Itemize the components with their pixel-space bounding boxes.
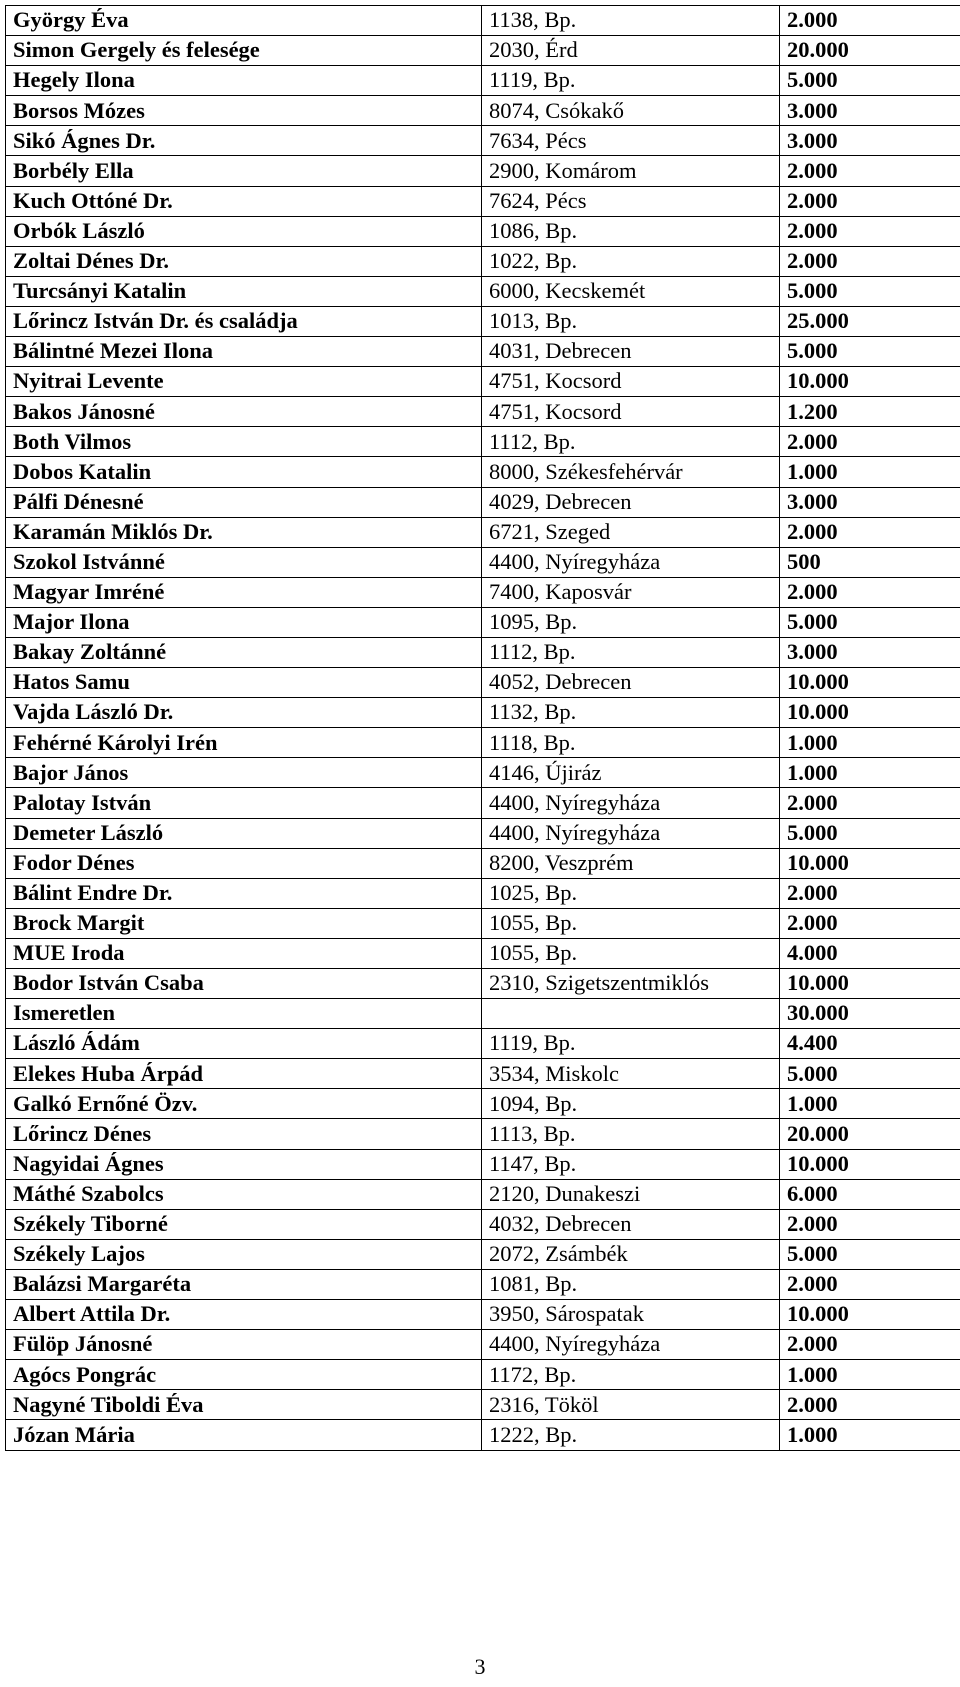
donor-name-cell: László Ádám — [6, 1029, 482, 1059]
donor-address-cell: 7400, Kaposvár — [482, 577, 780, 607]
donation-amount-cell: 2.000 — [780, 517, 960, 547]
donor-address-cell: 1147, Bp. — [482, 1149, 780, 1179]
page-number: 3 — [474, 1654, 486, 1679]
table-row — [6, 1119, 960, 1149]
donor-name-cell: György Éva — [6, 6, 482, 36]
donation-amount-cell: 5.000 — [780, 607, 960, 637]
donor-address-cell: 2120, Dunakeszi — [482, 1179, 780, 1209]
table-row — [6, 457, 960, 487]
donation-amount-cell: 10.000 — [780, 969, 960, 999]
donor-name-cell: Lőrincz Dénes — [6, 1119, 482, 1149]
table-row — [6, 607, 960, 637]
donation-amount-cell: 2.000 — [780, 1330, 960, 1360]
donor-address-cell: 4400, Nyíregyháza — [482, 818, 780, 848]
table-row — [6, 1390, 960, 1420]
donor-name-cell: Ismeretlen — [6, 999, 482, 1029]
donor-name-cell: Palotay István — [6, 788, 482, 818]
table-row — [6, 1330, 960, 1360]
donation-amount-cell: 2.000 — [780, 1269, 960, 1299]
donor-address-cell: 1094, Bp. — [482, 1089, 780, 1119]
donation-amount-cell: 5.000 — [780, 337, 960, 367]
donor-name-cell: Hatos Samu — [6, 668, 482, 698]
donation-amount-cell: 500 — [780, 547, 960, 577]
donation-amount-cell: 3.000 — [780, 637, 960, 667]
table-row — [6, 1269, 960, 1299]
donor-address-cell: 4400, Nyíregyháza — [482, 547, 780, 577]
donation-amount-cell: 2.000 — [780, 246, 960, 276]
donor-address-cell: 2310, Szigetszentmiklós — [482, 969, 780, 999]
table-row — [6, 698, 960, 728]
donor-name-cell: Lőrincz István Dr. és családja — [6, 306, 482, 336]
table-row — [6, 577, 960, 607]
donation-amount-cell: 2.000 — [780, 1390, 960, 1420]
donation-amount-cell: 2.000 — [780, 6, 960, 36]
donor-name-cell: Pálfi Dénesné — [6, 487, 482, 517]
donor-address-cell: 1172, Bp. — [482, 1360, 780, 1390]
table-row — [6, 66, 960, 96]
donor-address-cell: 1119, Bp. — [482, 66, 780, 96]
donor-name-cell: Major Ilona — [6, 607, 482, 637]
table-row — [6, 216, 960, 246]
donor-name-cell: Máthé Szabolcs — [6, 1179, 482, 1209]
donor-name-cell: Brock Margit — [6, 908, 482, 938]
table-row — [6, 637, 960, 667]
table-row — [6, 878, 960, 908]
donor-address-cell: 2030, Érd — [482, 36, 780, 66]
donor-address-cell: 2900, Komárom — [482, 156, 780, 186]
donation-amount-cell: 1.000 — [780, 1360, 960, 1390]
table-row — [6, 1089, 960, 1119]
table-row — [6, 246, 960, 276]
donation-amount-cell: 10.000 — [780, 367, 960, 397]
donor-name-cell: Kuch Ottóné Dr. — [6, 186, 482, 216]
donor-address-cell: 1055, Bp. — [482, 938, 780, 968]
table-row — [6, 397, 960, 427]
donation-amount-cell: 25.000 — [780, 306, 960, 336]
donor-address-cell: 4032, Debrecen — [482, 1209, 780, 1239]
donation-amount-cell: 5.000 — [780, 1059, 960, 1089]
donor-name-cell: Nagyidai Ágnes — [6, 1149, 482, 1179]
donor-address-cell: 4052, Debrecen — [482, 668, 780, 698]
table-row — [6, 1300, 960, 1330]
donation-amount-cell: 30.000 — [780, 999, 960, 1029]
donation-amount-cell: 6.000 — [780, 1179, 960, 1209]
donor-name-cell: Fodor Dénes — [6, 848, 482, 878]
donation-amount-cell: 5.000 — [780, 276, 960, 306]
table-row — [6, 938, 960, 968]
donor-address-cell: 1095, Bp. — [482, 607, 780, 637]
table-row — [6, 156, 960, 186]
donor-name-cell: Demeter László — [6, 818, 482, 848]
table-row — [6, 276, 960, 306]
donation-amount-cell: 4.000 — [780, 938, 960, 968]
donor-address-cell — [482, 999, 780, 1029]
table-row — [6, 126, 960, 156]
donor-address-cell: 1013, Bp. — [482, 306, 780, 336]
donation-amount-cell: 1.200 — [780, 397, 960, 427]
table-row — [6, 818, 960, 848]
donor-name-cell: MUE Iroda — [6, 938, 482, 968]
donation-amount-cell: 2.000 — [780, 216, 960, 246]
table-row — [6, 908, 960, 938]
donation-amount-cell: 1.000 — [780, 728, 960, 758]
donor-name-cell: Józan Mária — [6, 1420, 482, 1450]
donation-amount-cell: 20.000 — [780, 36, 960, 66]
donor-name-cell: Dobos Katalin — [6, 457, 482, 487]
donor-name-cell: Sikó Ágnes Dr. — [6, 126, 482, 156]
donor-name-cell: Fülöp Jánosné — [6, 1330, 482, 1360]
donation-amount-cell: 2.000 — [780, 577, 960, 607]
donor-name-cell: Bálintné Mezei Ilona — [6, 337, 482, 367]
donor-name-cell: Agócs Pongrác — [6, 1360, 482, 1390]
donation-amount-cell: 3.000 — [780, 487, 960, 517]
table-row — [6, 367, 960, 397]
donor-name-cell: Szokol Istvánné — [6, 547, 482, 577]
donor-address-cell: 4400, Nyíregyháza — [482, 1330, 780, 1360]
donation-amount-cell: 1.000 — [780, 1089, 960, 1119]
donor-address-cell: 3950, Sárospatak — [482, 1300, 780, 1330]
donor-name-cell: Albert Attila Dr. — [6, 1300, 482, 1330]
donor-name-cell: Vajda László Dr. — [6, 698, 482, 728]
donation-amount-cell: 3.000 — [780, 96, 960, 126]
donor-name-cell: Both Vilmos — [6, 427, 482, 457]
table-row — [6, 96, 960, 126]
donor-address-cell: 1112, Bp. — [482, 427, 780, 457]
table-row — [6, 517, 960, 547]
donation-amount-cell: 1.000 — [780, 1420, 960, 1450]
donation-amount-cell: 2.000 — [780, 788, 960, 818]
donor-name-cell: Borsos Mózes — [6, 96, 482, 126]
donor-name-cell: Orbók László — [6, 216, 482, 246]
donation-amount-cell: 2.000 — [780, 186, 960, 216]
donor-name-cell: Turcsányi Katalin — [6, 276, 482, 306]
table-row — [6, 728, 960, 758]
donor-name-cell: Bakos Jánosné — [6, 397, 482, 427]
donor-address-cell: 8200, Veszprém — [482, 848, 780, 878]
donor-address-cell: 4751, Kocsord — [482, 397, 780, 427]
donor-address-cell: 4751, Kocsord — [482, 367, 780, 397]
donor-address-cell: 1118, Bp. — [482, 728, 780, 758]
donor-address-cell: 4400, Nyíregyháza — [482, 788, 780, 818]
table-row — [6, 1360, 960, 1390]
donor-address-cell: 8074, Csókakő — [482, 96, 780, 126]
donation-amount-cell: 5.000 — [780, 1239, 960, 1269]
table-row — [6, 848, 960, 878]
table-row — [6, 668, 960, 698]
donor-name-cell: Borbély Ella — [6, 156, 482, 186]
donation-amount-cell: 5.000 — [780, 66, 960, 96]
donor-address-cell: 1025, Bp. — [482, 878, 780, 908]
donor-address-cell: 1112, Bp. — [482, 637, 780, 667]
donor-name-cell: Balázsi Margaréta — [6, 1269, 482, 1299]
table-row — [6, 1179, 960, 1209]
table-row — [6, 1029, 960, 1059]
donor-address-cell: 4029, Debrecen — [482, 487, 780, 517]
table-row — [6, 999, 960, 1029]
donor-address-cell: 1222, Bp. — [482, 1420, 780, 1450]
table-row — [6, 1420, 960, 1450]
donation-amount-cell: 3.000 — [780, 126, 960, 156]
donor-name-cell: Bajor János — [6, 758, 482, 788]
donor-name-cell: Székely Lajos — [6, 1239, 482, 1269]
donor-address-cell: 7624, Pécs — [482, 186, 780, 216]
donor-address-cell: 4031, Debrecen — [482, 337, 780, 367]
donor-address-cell: 4146, Újiráz — [482, 758, 780, 788]
donor-name-cell: Fehérné Károlyi Irén — [6, 728, 482, 758]
donation-amount-cell: 2.000 — [780, 156, 960, 186]
donor-address-cell: 6000, Kecskemét — [482, 276, 780, 306]
donor-address-cell: 1055, Bp. — [482, 908, 780, 938]
table-row — [6, 1209, 960, 1239]
donor-name-cell: Bakay Zoltánné — [6, 637, 482, 667]
donation-amount-cell: 10.000 — [780, 698, 960, 728]
donor-name-cell: Simon Gergely és felesége — [6, 36, 482, 66]
donation-amount-cell: 10.000 — [780, 668, 960, 698]
donor-name-cell: Nyitrai Levente — [6, 367, 482, 397]
donation-amount-cell: 1.000 — [780, 758, 960, 788]
donor-address-cell: 3534, Miskolc — [482, 1059, 780, 1089]
donor-address-cell: 1086, Bp. — [482, 216, 780, 246]
donor-address-cell: 8000, Székesfehérvár — [482, 457, 780, 487]
donation-amount-cell: 2.000 — [780, 1209, 960, 1239]
table-row — [6, 427, 960, 457]
donor-address-cell: 1022, Bp. — [482, 246, 780, 276]
donor-address-cell: 1132, Bp. — [482, 698, 780, 728]
donor-name-cell: Bodor István Csaba — [6, 969, 482, 999]
donor-address-cell: 2072, Zsámbék — [482, 1239, 780, 1269]
table-row — [6, 6, 960, 36]
table-row — [6, 36, 960, 66]
donation-amount-cell: 2.000 — [780, 878, 960, 908]
table-row — [6, 306, 960, 336]
donor-name-cell: Bálint Endre Dr. — [6, 878, 482, 908]
donor-address-cell: 1113, Bp. — [482, 1119, 780, 1149]
donor-rows — [6, 6, 960, 1451]
table-row — [6, 547, 960, 577]
table-row — [6, 337, 960, 367]
donation-amount-cell: 2.000 — [780, 908, 960, 938]
donor-address-cell: 1119, Bp. — [482, 1029, 780, 1059]
table-row — [6, 1239, 960, 1269]
table-row — [6, 487, 960, 517]
table-row — [6, 186, 960, 216]
table-row — [6, 758, 960, 788]
donor-name-cell: Elekes Huba Árpád — [6, 1059, 482, 1089]
donor-address-cell: 7634, Pécs — [482, 126, 780, 156]
table-row — [6, 1149, 960, 1179]
donor-address-cell: 1081, Bp. — [482, 1269, 780, 1299]
donation-amount-cell: 10.000 — [780, 1149, 960, 1179]
donor-name-cell: Nagyné Tiboldi Éva — [6, 1390, 482, 1420]
donor-name-cell: Galkó Ernőné Özv. — [6, 1089, 482, 1119]
donor-address-cell: 2316, Tököl — [482, 1390, 780, 1420]
donor-name-cell: Hegely Ilona — [6, 66, 482, 96]
donor-name-cell: Karamán Miklós Dr. — [6, 517, 482, 547]
donor-table — [5, 5, 960, 1451]
donor-name-cell: Zoltai Dénes Dr. — [6, 246, 482, 276]
donation-amount-cell: 20.000 — [780, 1119, 960, 1149]
table-row — [6, 788, 960, 818]
donation-amount-cell: 10.000 — [780, 1300, 960, 1330]
donor-name-cell: Székely Tiborné — [6, 1209, 482, 1239]
donor-name-cell: Magyar Imréné — [6, 577, 482, 607]
donation-amount-cell: 10.000 — [780, 848, 960, 878]
donation-amount-cell: 1.000 — [780, 457, 960, 487]
donation-amount-cell: 5.000 — [780, 818, 960, 848]
table-row — [6, 1059, 960, 1089]
donation-amount-cell: 4.400 — [780, 1029, 960, 1059]
donor-address-cell: 6721, Szeged — [482, 517, 780, 547]
table-row — [6, 969, 960, 999]
donation-amount-cell: 2.000 — [780, 427, 960, 457]
donor-address-cell: 1138, Bp. — [482, 6, 780, 36]
